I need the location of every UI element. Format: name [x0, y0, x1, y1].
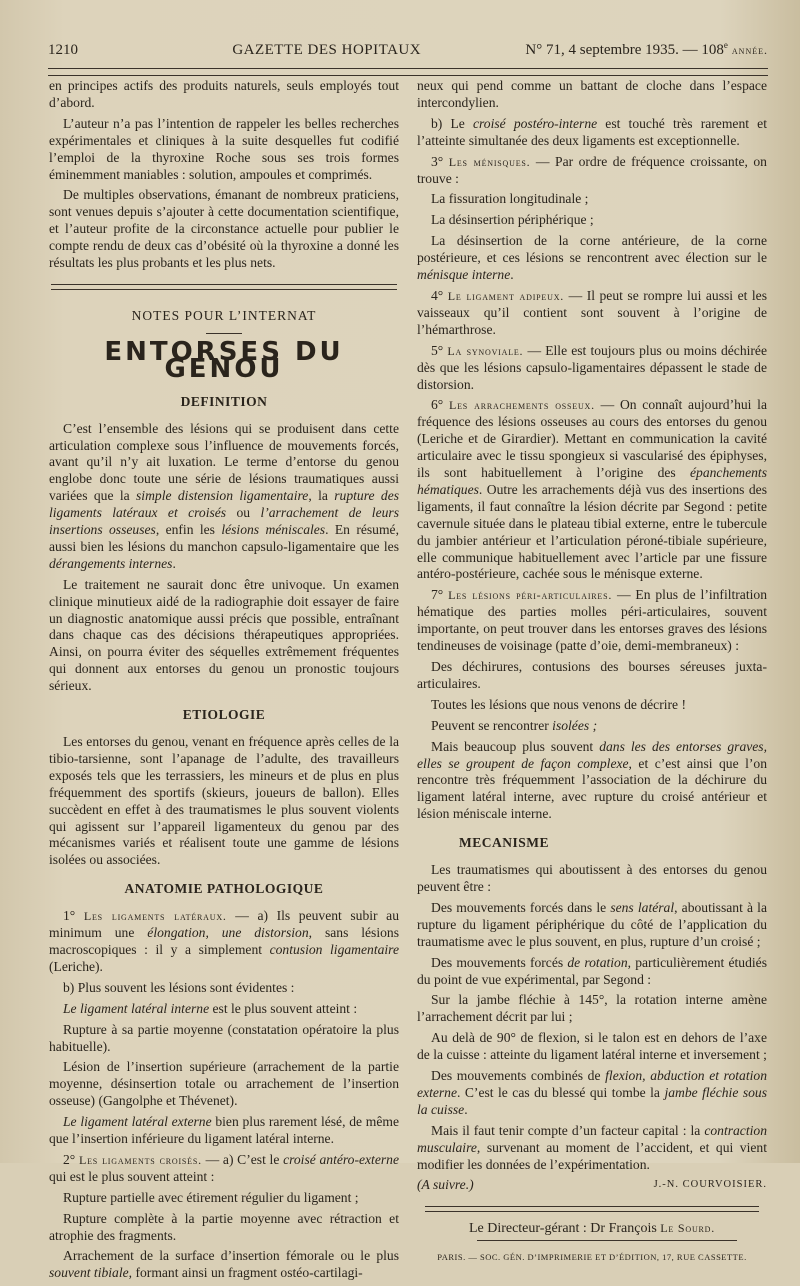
paragraph: La fissuration longitudinale ;: [431, 191, 589, 207]
paragraph: neux qui pend comme un battant de cloche dans l’espace intercondylien.: [417, 78, 767, 110]
paragraph: L’auteur n’a pas l’intention de rappeler les belles recherches expérimentales et cliniques à la suite desquelles fut codifié l’emploi de la thyroxine Roche sous ses trois formes éminemment maniables : solution, ampoules et comprimés.: [49, 115, 399, 182]
page-number: 1210: [48, 42, 78, 58]
paragraph: en principes actifs des produits naturels, seuls employés tout d’abord.: [49, 78, 399, 110]
short-rule: [206, 333, 242, 334]
paragraph: Toutes les lésions que nous venons de décrire !: [431, 696, 687, 712]
paragraph: Au delà de 90° de flexion, si le talon est en dehors de l’axe de la cuisse : atteinte du ligament latéral interne et inversement ;: [417, 1030, 767, 1063]
heading-mecanisme: MECANISME: [459, 835, 550, 851]
paragraph: Le ligament latéral interne est le plus souvent atteint :: [63, 1000, 358, 1016]
director-rule: [477, 1240, 737, 1241]
paragraph: La désinsertion de la corne antérieure, de la corne postérieure, et ces lésions se rencontrent avec élection sur le ménisque interne.: [417, 233, 767, 283]
page-header: [48, 40, 768, 62]
paragraph: 3° Les ménisques. — Par ordre de fréquence croissante, on trouve :: [417, 153, 767, 186]
paragraph: La désinsertion périphérique ;: [431, 212, 594, 228]
paragraph: Arrachement de la surface d’insertion fémorale ou le plus souvent tibiale, formant ainsi un fragment ostéo-cartilagi-: [49, 1248, 399, 1281]
heading-anatomie: ANATOMIE PATHOLOGIQUE: [124, 881, 324, 897]
paragraph: 2° Les ligaments croisés. — a) C’est le croisé antéro-externe qui est le plus souvent atteint :: [49, 1151, 399, 1184]
to-be-continued: (A suivre.): [417, 1177, 474, 1193]
paragraph: Mais beaucoup plus souvent dans les des entorses graves, elles se groupent de façon complexe, et c’est ainsi que l’on rencontre très fréquemment l’association de la déchirure du ligament latéral interne, avec rupture du croisé antérieur et lésion méniscale interne.: [417, 738, 767, 822]
publication-title: GAZETTE DES HOPITAUX: [232, 42, 422, 58]
paragraph: 7° Les lésions péri-articulaires. — En plus de l’infiltration hématique des parties molles péri-articulaires, souvent importante, on peut trouver dans les entorses graves des lésions tendineuses de voisinage (patte d’oie, demi-membraneux) :: [417, 587, 767, 654]
paragraph: C’est l’ensemble des lésions qui se produisent dans cette articulation complexe sous l’influence de mouvements forcés, avant qu’il n’y ait luxation. Le terme d’entorse du genou englobe donc toute une série de lésions traumatiques aussi variées que la simple distension ligamentaire, la rupture des ligaments latéraux et croisés ou l’arrachement de leurs insertions osseuses, enfin les lésions méniscales. En résumé, aussi bien les lésions du manchon capsulo-ligamentaire que les dérangements internes.: [49, 420, 400, 571]
paragraph: Rupture partielle avec étirement régulier du ligament ;: [63, 1189, 359, 1205]
paragraph: De multiples observations, émanant de nombreux praticiens, sont venues depuis s’ajouter à cette documentation scientifique, et l’auteur profite de la circonstance actuelle pour publier le compte rendu de deux cas d’obésité où la thyroxine a donné les résultats les plus probants et les plus nets.: [49, 187, 399, 271]
paragraph: Mais il faut tenir compte d’un facteur capital : la contraction musculaire, survenant au moment de l’accident, et qui vient modifier les données de l’expérimentation.: [417, 1122, 767, 1172]
paragraph: Les traumatismes qui aboutissent à des entorses du genou peuvent être :: [417, 862, 767, 894]
paragraph: b) Le croisé postéro-interne est touché très rarement et l’atteinte simultanée des deux ligaments est exceptionnelle.: [417, 115, 767, 148]
heading-etiologie: ETIOLOGIE: [182, 707, 266, 723]
paragraph: 6° Les arrachements osseux. — On connaît aujourd’hui la fréquence des lésions osseuses au cours des entorses du genou (Leriche et de Girardier). Mettant en communication la cavité articulaire avec le tissu spongieux si vascularisé des épiphyses, ils sont habituellement à l’origine des épanchements hématiques. Outre les arrachements déjà vus des insertions des ligaments, il faut connaître la lésion décrite par Segond : petite cavernule située dans le plateau tibial externe, entre le tubercule du jambier antérieur et l’articulation péroné-tibiale supérieure, elle communique habituellement avec l’article par une fissure antéro-postérieure, cachée sous le ménisque externe.: [417, 397, 767, 582]
heading-definition: DEFINITION: [180, 393, 268, 409]
right-column: [417, 78, 767, 1266]
section-divider: [51, 284, 397, 290]
issue-info: N° 71, 4 septembre 1935. — 108e année.: [525, 40, 768, 58]
paragraph: 4° Le ligament adipeux. — Il peut se rompre lui aussi et les vaisseaux qu’il contient sont souvent à l’origine de l’hémarthrose.: [417, 287, 767, 337]
paragraph: Des mouvements forcés de rotation, particulièrement étudiés du point de vue expérimental, par Segond :: [417, 954, 767, 987]
paragraph: Le ligament latéral externe bien plus rarement lésé, de même que l’insertion inférieure du ligament latéral interne.: [49, 1114, 399, 1147]
paragraph: Peuvent se rencontrer isolées ;: [431, 717, 598, 733]
paragraph: Rupture complète à la partie moyenne avec rétraction et atrophie des fragments.: [49, 1210, 399, 1243]
paragraph: Des mouvements combinés de flexion, abduction et rotation externe. C’est le cas du blessé qui tombe la jambe fléchie sous la cuisse.: [417, 1068, 767, 1117]
paragraph: Des mouvements forcés dans le sens latéral, aboutissant à la rupture du ligament périphérique du côté de l’application du traumatisme avec le plus souvent, en plus, rupture d’un croisé ;: [417, 899, 767, 949]
paragraph: Lésion de l’insertion supérieure (arrachement de la partie moyenne, désinsertion totale ou arrachement de l’insertion osseuse) (Gangolphe et Thévenet).: [49, 1059, 399, 1109]
signature-row: [417, 1177, 767, 1194]
paragraph: Les entorses du genou, venant en fréquence après celles de la tibio-tarsienne, sont l’apanage de l’adulte, des travailleurs exposés tels que les terrassiers, les mineurs et de plus en plus fréquemment des sportifs (skieurs, joueurs de ballon). Elles succèdent en effet à des traumatismes le plus souvent violents qui agissent sur l’appareil ligamenteux du genou par des mécanismes variés et réalisent toute une gamme de lésions isolées ou associées.: [49, 734, 399, 868]
header-rule: [48, 68, 768, 76]
paragraph: 1° Les ligaments latéraux. — a) Ils peuvent subir au minimum une élongation, une distorsion, sans lésions macroscopiques : il y a simplement contusion ligamentaire (Leriche).: [49, 908, 400, 974]
article-title: ENTORSES DU GENOU: [104, 336, 344, 384]
left-column: [49, 78, 399, 1286]
footer-rule: [425, 1206, 759, 1212]
director-line: Le Directeur-gérant : Dr François Le Sourd.: [468, 1221, 716, 1237]
paragraph: Sur la jambe fléchie à 145°, la rotation interne amène l’arrachement décrit par lui ;: [417, 992, 767, 1025]
paragraph: b) Plus souvent les lésions sont évidentes :: [63, 979, 295, 995]
author-name: J.-N. COURVOISIER.: [653, 1179, 767, 1191]
paragraph: Des déchirures, contusions des bourses séreuses juxta-articulaires.: [417, 659, 767, 691]
rubric-heading: NOTES POUR L’INTERNAT: [131, 307, 317, 323]
paragraph: Rupture à sa partie moyenne (constatation opératoire la plus habituelle).: [49, 1021, 399, 1054]
printer-line: PARIS. — SOC. GÉN. D’IMPRIMERIE ET D’ÉDITION, 17, RUE CASSETTE.: [437, 1252, 747, 1263]
paragraph: Le traitement ne saurait donc être univoque. Un examen clinique minutieux aidé de la radiographie doit essayer de faire un diagnostic anatomique aussi précis que possible, entraînant dans chaque cas des décisions thérapeutiques appropriées. Ainsi, on pourra éviter des séquelles extrêmement fréquentes qui donnent aux entorses du genou un pronostic toujours sérieux.: [49, 576, 399, 694]
paragraph: 5° La synoviale. — Elle est toujours plus ou moins déchirée dès que les lésions capsulo-ligamentaires dépassent le stade de distorsion.: [417, 342, 768, 392]
